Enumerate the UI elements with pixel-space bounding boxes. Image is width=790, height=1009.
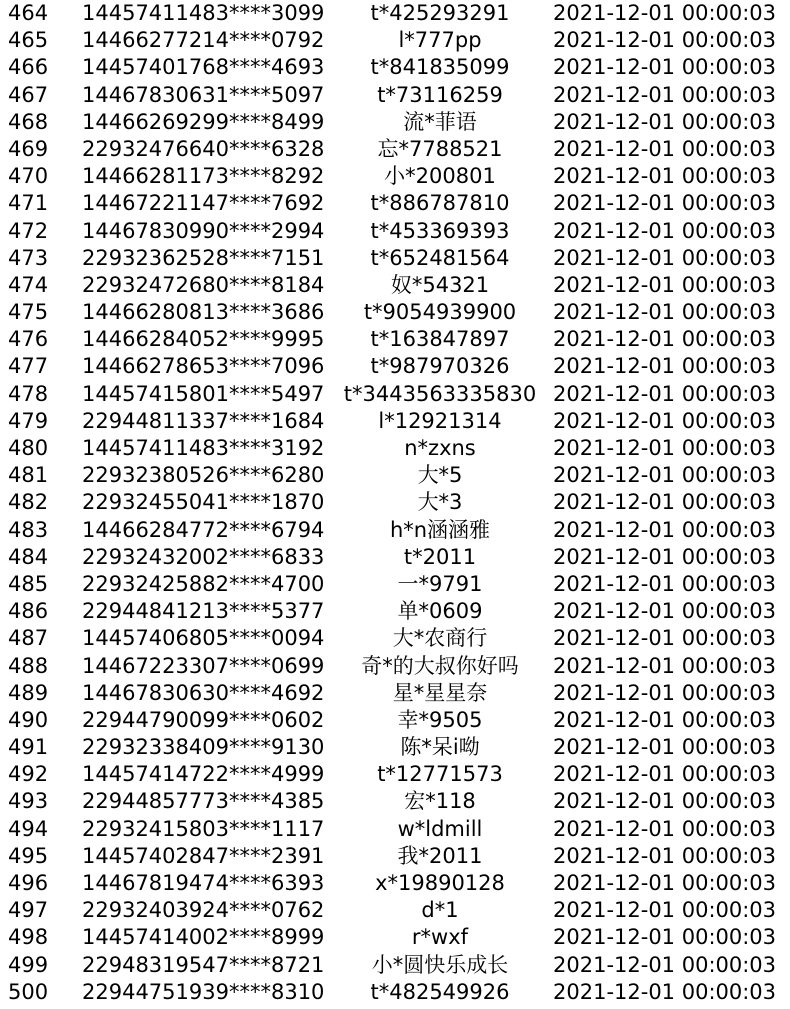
account-id-cell: 14457414722****4999 — [82, 762, 325, 787]
account-id-cell: 22932425882****4700 — [82, 571, 325, 596]
timestamp-cell: 2021-12-01 00:00:03 — [553, 544, 777, 569]
timestamp-cell: 2021-12-01 00:00:03 — [553, 979, 777, 1004]
username-cell: 奴*54321 — [390, 272, 490, 297]
username-cell: 我*2011 — [397, 843, 483, 868]
username-cell: l*12921314 — [378, 408, 502, 433]
rank-cell: 468 — [8, 109, 49, 134]
table-row — [0, 109, 790, 136]
table-row — [0, 218, 790, 245]
rank-cell: 476 — [8, 327, 49, 352]
table-row — [0, 924, 790, 951]
username-cell: h*n涵涵雅 — [389, 517, 491, 542]
rank-cell: 481 — [8, 463, 49, 488]
account-id-cell: 14467830990****2994 — [82, 218, 325, 243]
timestamp-cell: 2021-12-01 00:00:03 — [553, 272, 777, 297]
timestamp-cell: 2021-12-01 00:00:03 — [553, 164, 777, 189]
rank-cell: 487 — [8, 626, 49, 651]
username-cell: t*425293291 — [370, 1, 510, 25]
username-cell: 陈*呆i呦 — [400, 735, 480, 760]
table-row — [0, 163, 790, 190]
username-cell: 小*圆快乐成长 — [371, 952, 509, 977]
account-id-cell: 14467819474****6393 — [82, 871, 325, 895]
username-cell: 奇*的大叔你好吗 — [361, 653, 519, 678]
timestamp-cell: 2021-12-01 00:00:03 — [553, 408, 777, 433]
rank-cell: 467 — [8, 82, 49, 107]
account-id-cell: 22932403924****0762 — [82, 898, 325, 923]
account-id-cell: 14457406805****0094 — [82, 626, 325, 651]
timestamp-cell: 2021-12-01 00:00:03 — [553, 381, 777, 406]
timestamp-cell: 2021-12-01 00:00:03 — [553, 762, 777, 787]
table-row — [0, 82, 790, 109]
rank-cell: 472 — [8, 218, 49, 243]
timestamp-cell: 2021-12-01 00:00:03 — [553, 735, 777, 760]
timestamp-cell: 2021-12-01 00:00:03 — [553, 952, 777, 977]
rank-cell: 464 — [8, 1, 49, 25]
rank-cell: 486 — [8, 599, 49, 624]
username-cell: r*wxf — [411, 925, 469, 950]
timestamp-cell: 2021-12-01 00:00:03 — [553, 354, 777, 379]
account-id-cell: 22932338409****9130 — [82, 735, 325, 760]
rank-cell: 498 — [8, 925, 49, 950]
rank-cell: 480 — [8, 436, 49, 460]
account-id-cell: 14457414002****8999 — [82, 925, 325, 950]
rank-cell: 489 — [8, 680, 49, 705]
table-row — [0, 843, 790, 870]
username-cell: t*73116259 — [377, 82, 503, 107]
table-row — [0, 625, 790, 652]
rank-cell: 485 — [8, 571, 49, 596]
account-id-cell: 22944857773****4385 — [82, 789, 325, 814]
account-id-cell: 14466284772****6794 — [82, 517, 325, 542]
username-cell: 大*3 — [417, 490, 463, 515]
timestamp-cell: 2021-12-01 00:00:03 — [553, 843, 777, 868]
account-id-cell: 14457415801****5497 — [82, 381, 325, 406]
username-cell: 小*200801 — [384, 164, 496, 189]
table-row — [0, 190, 790, 217]
username-cell: 单*0609 — [397, 599, 483, 624]
rank-cell: 496 — [8, 871, 49, 895]
account-id-cell: 22944841213****5377 — [82, 599, 325, 624]
timestamp-cell: 2021-12-01 00:00:03 — [553, 898, 777, 923]
username-cell: 一*9791 — [397, 571, 483, 596]
timestamp-cell: 2021-12-01 00:00:03 — [553, 626, 777, 651]
table-row — [0, 816, 790, 843]
account-id-cell: 22944790099****0602 — [82, 707, 325, 732]
rank-cell: 497 — [8, 898, 49, 923]
rank-cell: 482 — [8, 490, 49, 515]
account-id-cell: 14466278653****7096 — [82, 354, 325, 379]
timestamp-cell: 2021-12-01 00:00:03 — [553, 28, 777, 53]
username-cell: t*163847897 — [370, 327, 510, 352]
account-id-cell: 14466284052****9995 — [82, 327, 325, 352]
account-id-cell: 22932432002****6833 — [82, 544, 325, 569]
rank-cell: 483 — [8, 517, 49, 542]
table-row — [0, 517, 790, 544]
table-row — [0, 870, 790, 897]
table-row — [0, 27, 790, 54]
username-cell: w*ldmill — [397, 816, 483, 841]
username-cell: t*453369393 — [370, 218, 510, 243]
table-row — [0, 408, 790, 435]
account-id-cell: 22944811337****1684 — [82, 408, 325, 433]
account-id-cell: 22944751939****8310 — [82, 979, 325, 1004]
timestamp-cell: 2021-12-01 00:00:03 — [553, 463, 777, 488]
table-row — [0, 136, 790, 163]
account-id-cell: 14466280813****3686 — [82, 300, 325, 325]
account-id-cell: 14457401768****4693 — [82, 55, 325, 80]
username-cell: n*zxns — [404, 436, 476, 460]
table-row — [0, 598, 790, 625]
timestamp-cell: 2021-12-01 00:00:03 — [553, 82, 777, 107]
table-row — [0, 0, 790, 27]
rank-cell: 493 — [8, 789, 49, 814]
table-row — [0, 245, 790, 272]
rank-cell: 484 — [8, 544, 49, 569]
timestamp-cell: 2021-12-01 00:00:03 — [553, 925, 777, 950]
timestamp-cell: 2021-12-01 00:00:03 — [553, 871, 777, 895]
table-row — [0, 544, 790, 571]
username-cell: 大*农商行 — [392, 626, 488, 651]
timestamp-cell: 2021-12-01 00:00:03 — [553, 109, 777, 134]
table-row — [0, 435, 790, 462]
rank-cell: 488 — [8, 653, 49, 678]
timestamp-cell: 2021-12-01 00:00:03 — [553, 680, 777, 705]
timestamp-cell: 2021-12-01 00:00:03 — [553, 816, 777, 841]
username-cell: t*841835099 — [370, 55, 510, 80]
table-row — [0, 272, 790, 299]
account-id-cell: 14466269299****8499 — [82, 109, 325, 134]
rank-cell: 495 — [8, 843, 49, 868]
username-cell: t*3443563335830 — [343, 381, 537, 406]
timestamp-cell: 2021-12-01 00:00:03 — [553, 653, 777, 678]
rank-cell: 491 — [8, 735, 49, 760]
table-row — [0, 353, 790, 380]
table-row — [0, 897, 790, 924]
username-cell: t*2011 — [403, 544, 477, 569]
timestamp-cell: 2021-12-01 00:00:03 — [553, 707, 777, 732]
table-row — [0, 707, 790, 734]
rank-cell: 490 — [8, 707, 49, 732]
timestamp-cell: 2021-12-01 00:00:03 — [553, 327, 777, 352]
timestamp-cell: 2021-12-01 00:00:03 — [553, 245, 777, 270]
timestamp-cell: 2021-12-01 00:00:03 — [553, 1, 777, 25]
table-row — [0, 952, 790, 979]
account-id-cell: 22948319547****8721 — [82, 952, 325, 977]
username-cell: 忘*7788521 — [377, 136, 503, 161]
account-id-cell: 14467223307****0699 — [82, 653, 325, 678]
username-cell: 宏*118 — [404, 789, 476, 814]
username-cell: 大*5 — [417, 463, 463, 488]
rank-cell: 494 — [8, 816, 49, 841]
timestamp-cell: 2021-12-01 00:00:03 — [553, 300, 777, 325]
rank-cell: 470 — [8, 164, 49, 189]
account-id-cell: 22932476640****6328 — [82, 136, 325, 161]
table-row — [0, 761, 790, 788]
account-id-cell: 22932380526****6280 — [82, 463, 325, 488]
rank-cell: 469 — [8, 136, 49, 161]
table-row — [0, 680, 790, 707]
account-id-cell: 14467830631****5097 — [82, 82, 325, 107]
timestamp-cell: 2021-12-01 00:00:03 — [553, 517, 777, 542]
timestamp-cell: 2021-12-01 00:00:03 — [553, 136, 777, 161]
timestamp-cell: 2021-12-01 00:00:03 — [553, 490, 777, 515]
account-id-cell: 14457411483****3192 — [82, 436, 325, 460]
rank-cell: 492 — [8, 762, 49, 787]
rank-cell: 499 — [8, 952, 49, 977]
timestamp-cell: 2021-12-01 00:00:03 — [553, 55, 777, 80]
username-cell: t*987970326 — [370, 354, 510, 379]
table-row — [0, 489, 790, 516]
account-id-cell: 22932455041****1870 — [82, 490, 325, 515]
rank-cell: 475 — [8, 300, 49, 325]
account-id-cell: 14466281173****8292 — [82, 164, 325, 189]
account-id-cell: 14467830630****4692 — [82, 680, 325, 705]
table-row — [0, 54, 790, 81]
table-row — [0, 734, 790, 761]
rank-cell: 479 — [8, 408, 49, 433]
username-cell: t*886787810 — [370, 191, 510, 216]
table-row — [0, 788, 790, 815]
table-row — [0, 653, 790, 680]
rank-cell: 500 — [8, 979, 49, 1004]
rank-cell: 474 — [8, 272, 49, 297]
account-id-cell: 22932415803****1117 — [82, 816, 325, 841]
username-cell: t*12771573 — [377, 762, 503, 787]
username-cell: 流*菲语 — [403, 109, 477, 134]
account-id-cell: 14467221147****7692 — [82, 191, 325, 216]
table-row — [0, 571, 790, 598]
timestamp-cell: 2021-12-01 00:00:03 — [553, 789, 777, 814]
table-row — [0, 462, 790, 489]
account-id-cell: 14466277214****0792 — [82, 28, 325, 53]
timestamp-cell: 2021-12-01 00:00:03 — [553, 599, 777, 624]
rank-cell: 477 — [8, 354, 49, 379]
username-cell: 星*星星奈 — [392, 680, 488, 705]
username-cell: t*9054939900 — [363, 300, 517, 325]
timestamp-cell: 2021-12-01 00:00:03 — [553, 571, 777, 596]
timestamp-cell: 2021-12-01 00:00:03 — [553, 436, 777, 460]
table-row — [0, 299, 790, 326]
table-row — [0, 326, 790, 353]
username-cell: t*652481564 — [370, 245, 510, 270]
username-cell: l*777pp — [398, 28, 482, 53]
account-id-cell: 14457411483****3099 — [82, 1, 325, 25]
rank-cell: 473 — [8, 245, 49, 270]
username-cell: t*482549926 — [370, 979, 510, 1004]
table-row — [0, 979, 790, 1006]
rank-cell: 471 — [8, 191, 49, 216]
account-id-cell: 22932472680****8184 — [82, 272, 325, 297]
account-id-cell: 14457402847****2391 — [82, 843, 325, 868]
rank-cell: 466 — [8, 55, 49, 80]
table-row — [0, 381, 790, 408]
username-cell: x*19890128 — [375, 871, 505, 895]
timestamp-cell: 2021-12-01 00:00:03 — [553, 191, 777, 216]
account-id-cell: 22932362528****7151 — [82, 245, 325, 270]
username-cell: d*1 — [421, 898, 459, 923]
rank-cell: 478 — [8, 381, 49, 406]
rank-cell: 465 — [8, 28, 49, 53]
timestamp-cell: 2021-12-01 00:00:03 — [553, 218, 777, 243]
username-cell: 幸*9505 — [397, 707, 483, 732]
